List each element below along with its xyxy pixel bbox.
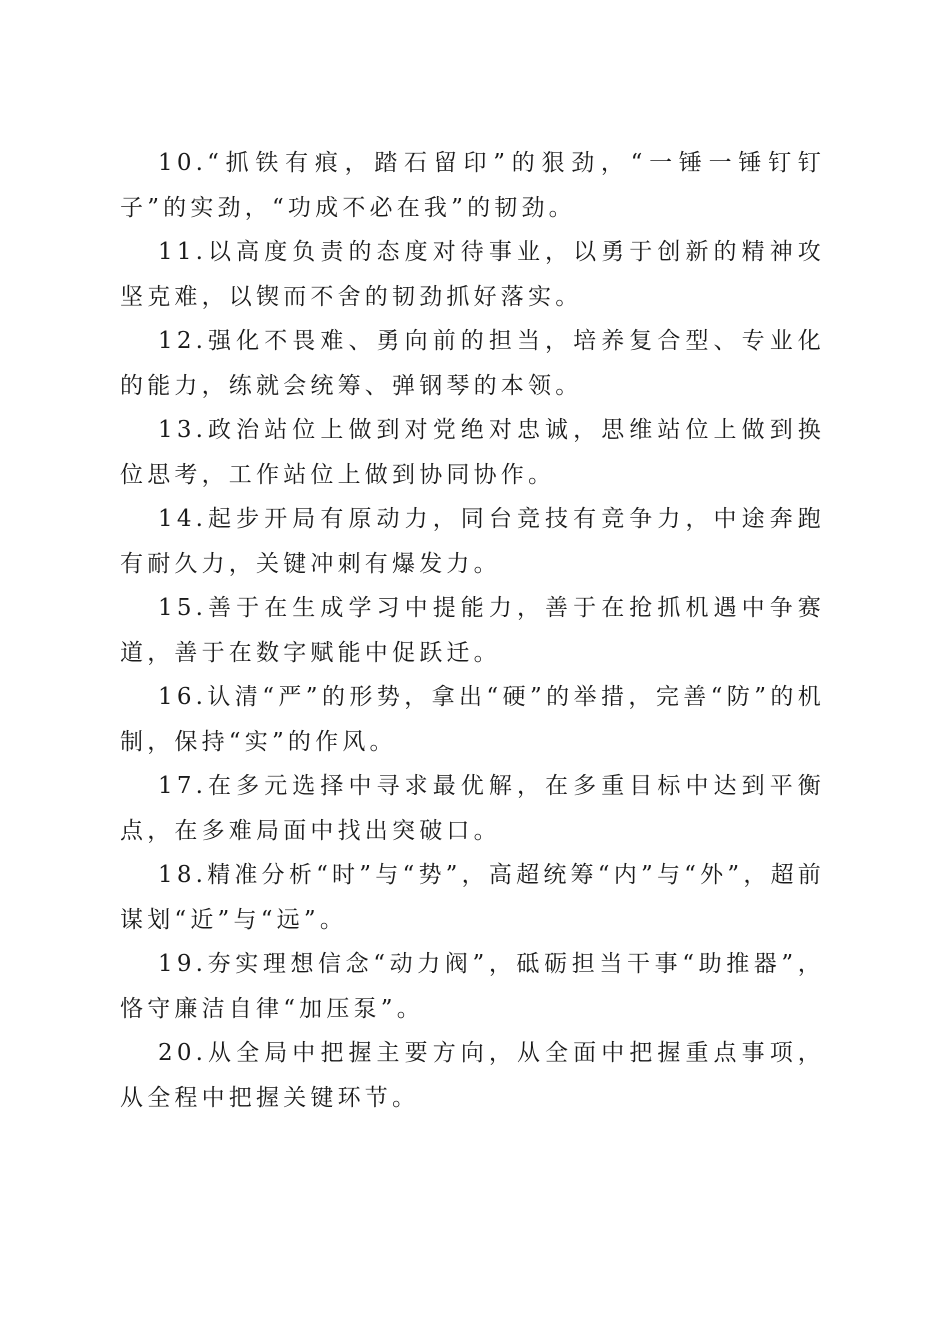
list-item-13: 13.政治站位上做到对党绝对忠诚，思维站位上做到换位思考，工作站位上做到协同协作。 xyxy=(120,417,825,488)
list-item-18: 18.精准分析“时”与“势”，高超统筹“内”与“外”，超前谋划“近”与“远”。 xyxy=(120,862,825,933)
list-item-11: 11.以高度负责的态度对待事业，以勇于创新的精神攻坚克难，以锲而不舍的韧劲抓好落实。 xyxy=(120,239,825,310)
list-item-14: 14.起步开局有原动力，同台竞技有竞争力，中途奔跑有耐久力，关键冲刺有爆发力。 xyxy=(120,506,825,577)
list-item-15: 15.善于在生成学习中提能力，善于在抢抓机遇中争赛道，善于在数字赋能中促跃迁。 xyxy=(120,595,825,666)
list-item-19: 19.夯实理想信念“动力阀”，砥砺担当干事“助推器”，恪守廉洁自律“加压泵”。 xyxy=(120,951,825,1022)
list-item-16: 16.认清“严”的形势，拿出“硬”的举措，完善“防”的机制，保持“实”的作风。 xyxy=(120,684,825,755)
list-item-12: 12.强化不畏难、勇向前的担当，培养复合型、专业化的能力，练就会统筹、弹钢琴的本领。 xyxy=(120,328,825,399)
list-item-20: 20.从全局中把握主要方向，从全面中把握重点事项，从全程中把握关键环节。 xyxy=(120,1040,825,1111)
list-item-10: 10.“抓铁有痕，踏石留印”的狠劲，“一锤一锤钉钉子”的实劲，“功成不必在我”的韧劲。 xyxy=(120,150,825,221)
list-item-17: 17.在多元选择中寻求最优解，在多重目标中达到平衡点，在多难局面中找出突破口。 xyxy=(120,773,825,844)
document-body xyxy=(120,141,825,1120)
